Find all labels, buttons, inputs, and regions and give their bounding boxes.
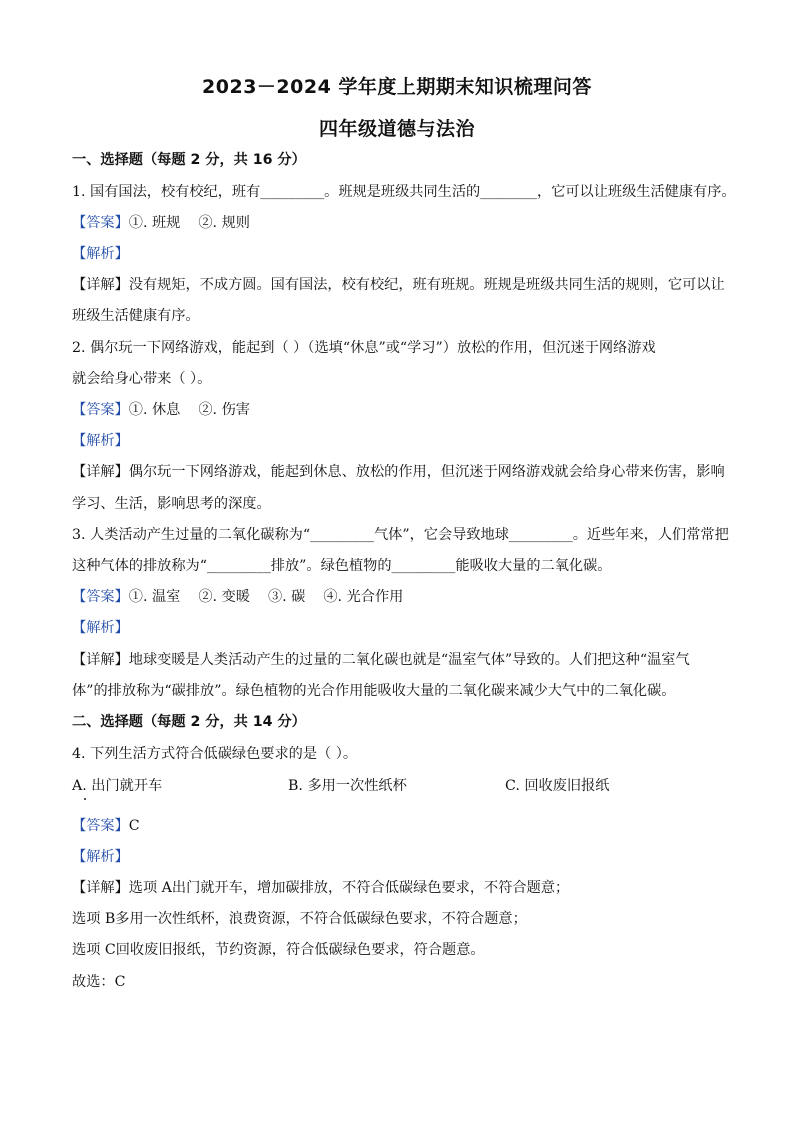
answer-item: ①. 休息	[128, 402, 181, 418]
answer-item: ①. 班规	[128, 215, 181, 231]
question-4-detail	[72, 878, 732, 898]
stray-dot	[84, 798, 86, 800]
document-title: 2023－2024 学年度上期期末知识梳理问答	[202, 76, 592, 98]
answer-label: 【答案】	[72, 402, 129, 418]
detail-text: 地球变暖是人类活动产生的过量的二氧化碳也就是“温室气体”导致的。人们把这种“温室气	[128, 652, 690, 668]
section-heading-2: 二、选择题（每题 2 分，共 14 分）	[72, 714, 306, 730]
answer-item: ①. 温室	[128, 589, 181, 605]
question-3-detail-cont: 体”的排放称为“碳排放”。绿色植物的光合作用能吸收大量的二氧化碳来减少大气中的二氧化碳。	[72, 683, 676, 699]
detail-label: 【详解】	[72, 880, 129, 896]
detail-label: 【详解】	[72, 277, 129, 293]
question-2-answer	[72, 400, 732, 420]
detail-label: 【详解】	[72, 464, 129, 480]
detail-text: 选项 A出门就开车，增加碳排放，不符合低碳绿色要求，不符合题意；	[128, 880, 570, 896]
answer-label: 【答案】	[72, 589, 129, 605]
question-3-detail	[72, 650, 732, 670]
question-2-detail-cont: 学习、生活，影响思考的深度。	[72, 496, 271, 512]
detail-text: 没有规矩，不成方圆。国有国法，校有校纪，班有班规。班规是班级共同生活的规则，它可以让	[128, 277, 725, 293]
question-4-detail-2: 选项 B多用一次性纸杯，浪费资源，不符合低碳绿色要求，不符合题意；	[72, 911, 527, 927]
answer-item: ④. 光合作用	[323, 589, 404, 605]
option-c: C. 回收废旧报纸	[505, 778, 610, 794]
question-1-detail	[72, 275, 732, 295]
analysis-label: 【解析】	[72, 246, 129, 262]
question-2-stem-cont: 就会给身心带来（ ）。	[72, 371, 212, 387]
answer-item: ②. 规则	[198, 215, 250, 231]
answer-item: ②. 伤害	[198, 402, 250, 418]
analysis-label: 【解析】	[72, 849, 129, 865]
question-3-stem-cont: 这种气体的排放称为“_________排放”。绿色植物的_________能吸收大量的二氧化碳。	[72, 558, 612, 574]
detail-label: 【详解】	[72, 652, 129, 668]
question-3-stem: 3. 人类活动产生过量的二氧化碳称为“_________气体”，它会导致地球_________。近些年来，人们常常把	[72, 527, 729, 543]
question-2-stem: 2. 偶尔玩一下网络游戏，能起到（ ）（选填“休息”或“学习”）放松的作用，但沉迷于网络游戏	[72, 340, 656, 356]
answer-item: ③. 碳	[267, 589, 306, 605]
option-b: B. 多用一次性纸杯	[288, 778, 407, 794]
question-1-answer	[72, 213, 732, 233]
option-a: A. 出门就开车	[72, 778, 163, 794]
question-4-conclusion: 故选：C	[72, 974, 126, 990]
question-1-stem: 1. 国有国法，校有校纪，班有_________。班规是班级共同生活的________，它可以让班级生活健康有序。	[72, 184, 736, 200]
question-4-stem: 4. 下列生活方式符合低碳绿色要求的是（ ）。	[72, 746, 358, 762]
question-4-answer	[72, 816, 732, 836]
analysis-label: 【解析】	[72, 620, 129, 636]
document-subtitle: 四年级道德与法治	[318, 118, 475, 140]
answer-label: 【答案】	[72, 818, 129, 834]
section-heading-1: 一、选择题（每题 2 分，共 16 分）	[72, 152, 306, 168]
analysis-label: 【解析】	[72, 433, 129, 449]
detail-text: 偶尔玩一下网络游戏，能起到休息、放松的作用，但沉迷于网络游戏就会给身心带来伤害，影响	[128, 464, 725, 480]
question-1-detail-cont: 班级生活健康有序。	[72, 308, 200, 324]
question-4-detail-3: 选项 C回收废旧报纸，节约资源，符合低碳绿色要求，符合题意。	[72, 942, 485, 958]
answer-label: 【答案】	[72, 215, 129, 231]
question-3-answer	[72, 587, 732, 607]
question-2-detail	[72, 462, 732, 482]
answer-item: ②. 变暖	[198, 589, 250, 605]
answer-value: C	[128, 818, 140, 834]
